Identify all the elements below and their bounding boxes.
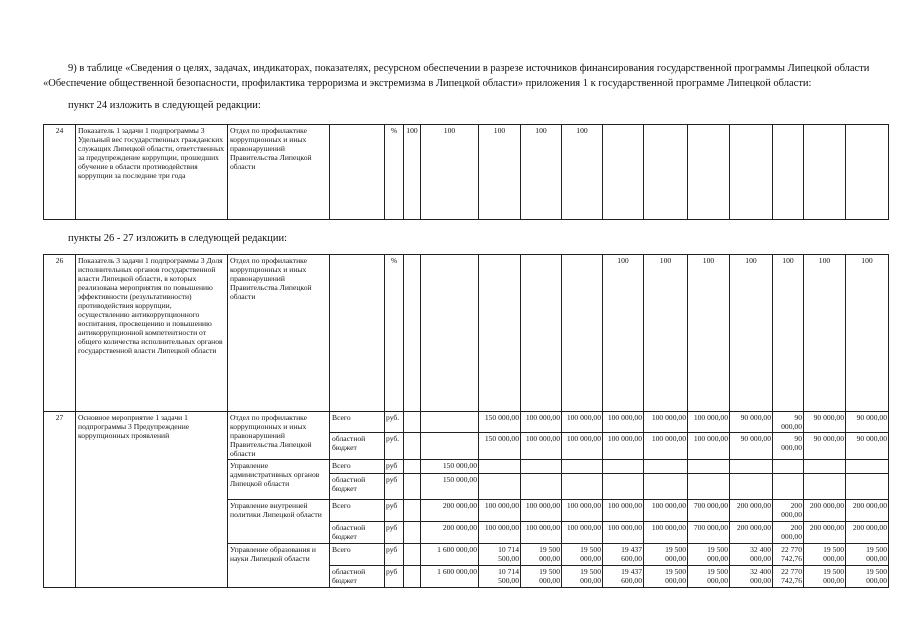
value-cell: 32 400 000,00 (730, 544, 773, 566)
value-cell (479, 474, 521, 500)
value-cell (521, 474, 562, 500)
value-cell: 19 500 000,00 (644, 544, 688, 566)
value-cell: 200 000,00 (773, 522, 804, 544)
empty-cell (404, 544, 421, 566)
value-cell (521, 460, 562, 474)
table-row (44, 125, 889, 220)
unit: руб (385, 566, 404, 588)
empty-cell (404, 474, 421, 500)
unit: руб (385, 474, 404, 500)
empty-cell (404, 500, 421, 522)
value-cell: 19 500 000,00 (562, 566, 603, 588)
value-cell (804, 460, 846, 474)
table-items-26-27 (43, 254, 889, 588)
value-cell: 90 000,00 (730, 433, 773, 460)
value-cell: 19 500 000,00 (804, 566, 846, 588)
empty-cell (404, 460, 421, 474)
value-cell: 10 714 500,00 (479, 544, 521, 566)
row-number: 27 (44, 412, 76, 588)
intro-line-2: «Обеспечение общественной безопасности, профилактика терроризма и экстремизма в Липецкой области» приложения 1 к государственной программе Липецкой области: (43, 78, 812, 89)
unit: руб (385, 544, 404, 566)
executor: Управление административных органов Липецкой области (228, 460, 330, 500)
executor: Управление внутренней политики Липецкой области (228, 500, 330, 544)
source-label: областной бюджет (330, 522, 385, 544)
value-cell: 100 000,00 (562, 412, 603, 433)
value-cell: 90 000,00 (804, 412, 846, 433)
unit: руб. (385, 412, 404, 433)
value-cell: 100 000,00 (562, 522, 603, 544)
value-cell: 200 000,00 (421, 522, 479, 544)
unit: руб (385, 460, 404, 474)
value-cell (846, 474, 889, 500)
source-label: Всего (330, 500, 385, 522)
value-cell: 100 (846, 255, 889, 412)
value-cell: 100 (404, 125, 421, 220)
executor: Отдел по профилактике коррупционных и иных правонарушений Правительства Липецкой области (228, 255, 330, 412)
value-cell (730, 460, 773, 474)
value-cell: 100 (804, 255, 846, 412)
executor: Управление образования и науки Липецкой области (228, 544, 330, 588)
source-label: областной бюджет (330, 566, 385, 588)
value-cell: 19 437 600,00 (603, 544, 644, 566)
heading-items-26-27: пункты 26 - 27 изложить в следующей редакции: (68, 233, 288, 244)
table-row (44, 412, 889, 433)
value-cell: 100 000,00 (603, 522, 644, 544)
value-cell: 100 000,00 (603, 500, 644, 522)
unit: % (385, 255, 404, 412)
source-label: Всего (330, 460, 385, 474)
empty-cell (404, 566, 421, 588)
executor: Отдел по профилактике коррупционных и иных правонарушений Правительства Липецкой области (228, 125, 330, 220)
value-cell: 100 (730, 255, 773, 412)
executor: Отдел по профилактике коррупционных и иных правонарушений Правительства Липецкой области (228, 412, 330, 460)
value-cell: 19 500 000,00 (521, 544, 562, 566)
value-cell (562, 474, 603, 500)
value-cell: 100 000,00 (479, 500, 521, 522)
value-cell: 1 600 000,00 (421, 544, 479, 566)
unit: руб (385, 500, 404, 522)
heading-item-24: пункт 24 изложить в следующей редакции: (68, 100, 261, 111)
value-cell: 150 000,00 (479, 412, 521, 433)
indicator-name: Показатель 1 задачи 1 подпрограммы 3 Удельный вес государственных гражданских служащих Липецкой области, ответственных за предупреждение коррупции, прошедших обучение в области противодействия коррупции за последние три года (76, 125, 228, 220)
value-cell: 19 500 000,00 (688, 566, 730, 588)
value-cell: 90 000,00 (804, 433, 846, 460)
value-cell (644, 474, 688, 500)
source-label: областной бюджет (330, 433, 385, 460)
source-label: Всего (330, 544, 385, 566)
value-cell: 22 770 742,76 (773, 544, 804, 566)
value-cell (421, 433, 479, 460)
value-cell: 100 000,00 (479, 522, 521, 544)
value-cell: 32 400 000,00 (730, 566, 773, 588)
value-cell: 100 (688, 255, 730, 412)
value-cell: 200 000,00 (846, 522, 889, 544)
row-number: 24 (44, 125, 76, 220)
value-cell (562, 460, 603, 474)
value-cell: 200 000,00 (730, 500, 773, 522)
value-cell (644, 460, 688, 474)
value-cell: 100 000,00 (688, 412, 730, 433)
value-cell: 100 (773, 255, 804, 412)
value-cell: 100 (479, 125, 521, 220)
value-cell: 100 000,00 (644, 522, 688, 544)
value-cell: 19 500 000,00 (688, 544, 730, 566)
value-cell: 100 000,00 (521, 500, 562, 522)
value-cell: 22 770 742,76 (773, 566, 804, 588)
value-cell: 19 500 000,00 (521, 566, 562, 588)
value-cell: 100 000,00 (562, 433, 603, 460)
value-cell: 19 500 000,00 (804, 544, 846, 566)
value-cell: 100 000,00 (644, 500, 688, 522)
unit: руб (385, 522, 404, 544)
value-cell (773, 474, 804, 500)
value-cell: 200 000,00 (846, 500, 889, 522)
unit: руб. (385, 433, 404, 460)
intro-line-1: 9) в таблице «Сведения о целях, задачах, индикаторах, показателях, ресурсном обеспечении в разрезе источников финансирования государственной программы Липецкой области (68, 63, 870, 74)
value-cell: 19 500 000,00 (644, 566, 688, 588)
indicator-name: Показатель 3 задачи 1 подпрограммы 3 Доля исполнительных органов государственной власти Липецкой области, в которых реализована мероприятия по повышению эффективности (результативности) противодействия коррупции, осуществлению антикоррупционного воспитания, просвещению и повышению антикоррупционной компетентности от общего количества исполнительных органов государственной власти Липецкой области (76, 255, 228, 412)
empty-cell (404, 433, 421, 460)
value-cell: 150 000,00 (421, 474, 479, 500)
value-cell (773, 460, 804, 474)
source-label: областной бюджет (330, 474, 385, 500)
value-cell (479, 460, 521, 474)
value-cell (804, 474, 846, 500)
row-number: 26 (44, 255, 76, 412)
value-cell: 100 (562, 125, 603, 220)
value-cell (603, 474, 644, 500)
empty-cell (404, 522, 421, 544)
source-label: Всего (330, 412, 385, 433)
table-item-24 (43, 124, 889, 220)
value-cell: 100 000,00 (688, 433, 730, 460)
value-cell (603, 460, 644, 474)
value-cell: 1 600 000,00 (421, 566, 479, 588)
value-cell (688, 474, 730, 500)
value-cell: 700 000,00 (688, 522, 730, 544)
value-cell: 100 (521, 125, 562, 220)
value-cell: 19 500 000,00 (562, 544, 603, 566)
value-cell: 100 000,00 (644, 412, 688, 433)
value-cell: 90 000,00 (773, 412, 804, 433)
value-cell: 200 000,00 (730, 522, 773, 544)
value-cell: 19 500 000,00 (846, 544, 889, 566)
value-cell: 100 000,00 (603, 412, 644, 433)
value-cell: 90 000,00 (773, 433, 804, 460)
value-cell: 19 500 000,00 (846, 566, 889, 588)
value-cell: 100 000,00 (562, 500, 603, 522)
table-row (44, 255, 889, 412)
value-cell: 90 000,00 (846, 433, 889, 460)
measure-name: Основное мероприятие 1 задачи 1 подпрограммы 3 Предупреждение коррупционных проявлений (76, 412, 228, 588)
value-cell: 10 714 500,00 (479, 566, 521, 588)
value-cell: 100 (421, 125, 479, 220)
value-cell: 100 000,00 (603, 433, 644, 460)
value-cell: 100 (603, 255, 644, 412)
value-cell: 100 000,00 (521, 412, 562, 433)
value-cell: 200 000,00 (804, 500, 846, 522)
value-cell: 100 000,00 (521, 433, 562, 460)
empty-cell (404, 412, 421, 433)
value-cell: 100 000,00 (644, 433, 688, 460)
value-cell (421, 412, 479, 433)
value-cell (846, 460, 889, 474)
value-cell: 19 437 600,00 (603, 566, 644, 588)
value-cell: 100 000,00 (521, 522, 562, 544)
value-cell: 90 000,00 (846, 412, 889, 433)
value-cell: 200 000,00 (804, 522, 846, 544)
value-cell (730, 474, 773, 500)
value-cell: 150 000,00 (479, 433, 521, 460)
value-cell: 200 000,00 (773, 500, 804, 522)
value-cell: 150 000,00 (421, 460, 479, 474)
unit: % (385, 125, 404, 220)
value-cell: 700 000,00 (688, 500, 730, 522)
value-cell: 200 000,00 (421, 500, 479, 522)
value-cell: 90 000,00 (730, 412, 773, 433)
value-cell (688, 460, 730, 474)
value-cell: 100 (644, 255, 688, 412)
